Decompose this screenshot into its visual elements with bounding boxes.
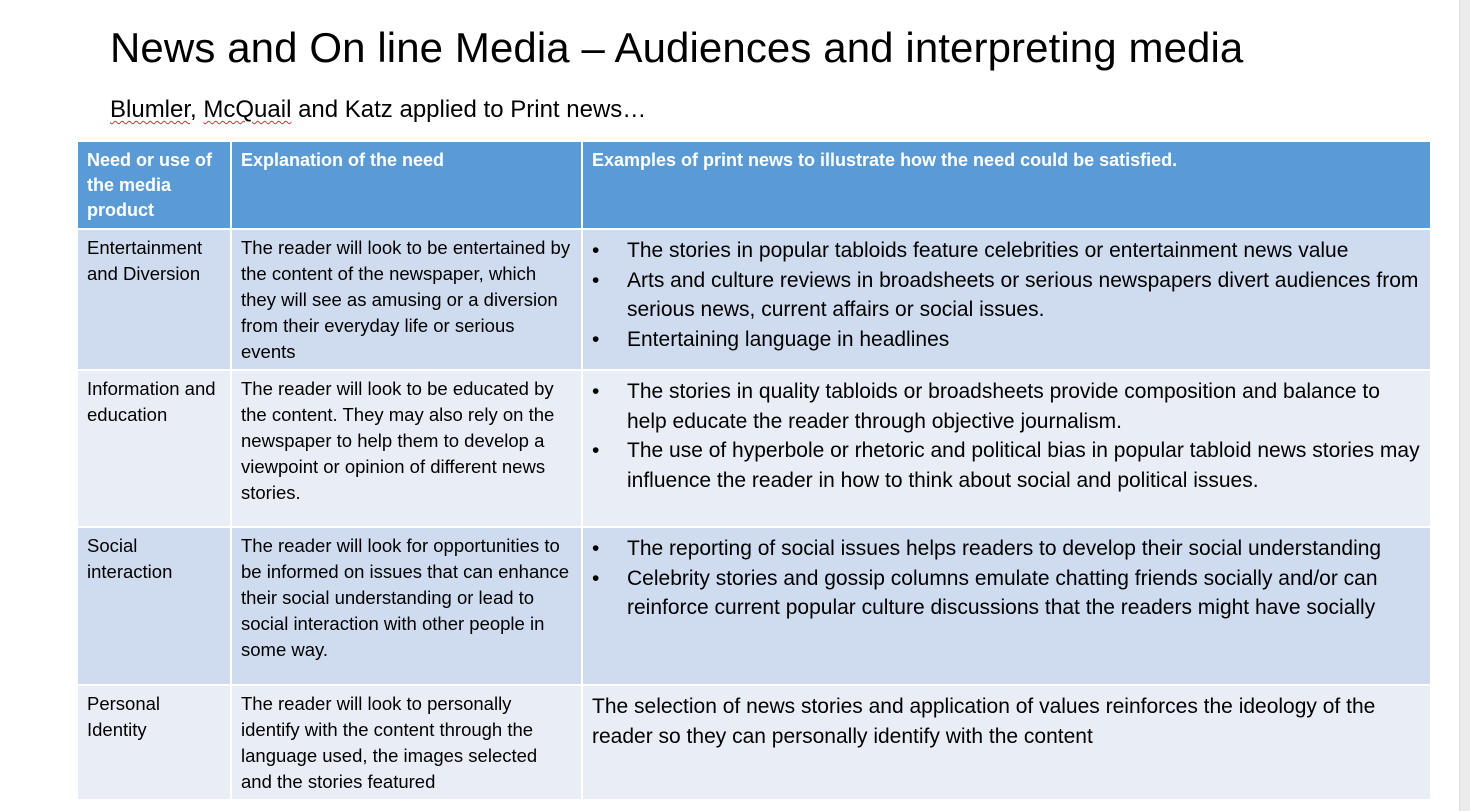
example-item (592, 534, 1421, 564)
header-examples: Examples of print news to illustrate how the need could be satisfied. (582, 141, 1431, 229)
example-item (592, 325, 1421, 355)
table-row (77, 370, 1431, 527)
need-cell: Entertainment and Diversion (77, 229, 231, 370)
bullet-icon: • (592, 537, 600, 560)
table-header-row (77, 141, 1431, 229)
need-cell: Social interaction (77, 527, 231, 685)
example-text: The stories in popular tabloids feature celebrities or entertainment news value (627, 239, 1349, 262)
examples-cell (582, 370, 1431, 527)
example-text: Arts and culture reviews in broadsheets or serious newspapers divert audiences from serious news, current affairs or social issues. (627, 268, 1419, 321)
header-need: Need or use of the media product (77, 141, 231, 229)
subtitle-separator: , (190, 96, 204, 123)
example-text: Entertaining language in headlines (627, 327, 950, 351)
slide-subtitle (110, 94, 646, 126)
example-text: The reporting of social issues helps readers to develop their social understanding (627, 537, 1382, 560)
example-item (592, 266, 1421, 325)
examples-list (592, 377, 1421, 495)
example-item (592, 236, 1421, 266)
examples-list (592, 236, 1421, 354)
explanation-cell: The reader will look to be entertained by the content of the newspaper, which they will see as amusing or a diversion from their everyday life or serious events (231, 229, 582, 370)
need-cell: Personal Identity (77, 685, 231, 800)
examples-cell (582, 229, 1431, 370)
subtitle-name-blumler: Blumler (110, 96, 191, 123)
example-text: Celebrity stories and gossip columns emulate chatting friends socially and/or can reinforce current popular culture discussions that the readers might have socially (627, 566, 1378, 619)
table-row (77, 685, 1431, 800)
header-explanation: Explanation of the need (231, 141, 582, 229)
examples-cell: The selection of news stories and application of values reinforces the ideology of the reader so they can personally identify with the content (582, 685, 1431, 800)
slide-title: News and On line Media – Audiences and interpreting media (110, 24, 1244, 71)
bullet-icon: • (592, 239, 600, 262)
bullet-icon: • (592, 380, 600, 403)
need-cell: Information and education (77, 370, 231, 527)
table-row (77, 527, 1431, 685)
explanation-cell: The reader will look to personally identify with the content through the language used, the images selected and the stories featured (231, 685, 582, 800)
explanation-cell: The reader will look to be educated by the content. They may also rely on the newspaper to help them to develop a viewpoint or opinion of different news stories. (231, 370, 582, 527)
example-text: The stories in quality tabloids or broadsheets provide composition and balance to help educate the reader through objective journalism. (627, 380, 1380, 433)
bullet-icon: • (592, 327, 600, 351)
explanation-cell: The reader will look for opportunities to be informed on issues that can enhance their social understanding or lead to social interaction with other people in some way. (231, 527, 582, 685)
example-text: The use of hyperbole or rhetoric and political bias in popular tabloid news stories may influence the reader in how to think about social and political issues. (627, 439, 1420, 492)
example-item (592, 564, 1421, 623)
subtitle-rest: and Katz applied to Print news… (291, 96, 647, 123)
bullet-icon: • (592, 439, 600, 462)
vertical-scrollbar[interactable] (1459, 0, 1470, 811)
examples-cell (582, 527, 1431, 685)
bullet-icon: • (592, 268, 600, 292)
uses-gratifications-table (76, 140, 1432, 801)
subtitle-name-mcquail: McQuail (203, 96, 292, 123)
bullet-icon: • (592, 566, 600, 590)
table-row (77, 229, 1431, 370)
example-item (592, 436, 1421, 495)
examples-list (592, 534, 1421, 623)
example-item (592, 377, 1421, 436)
